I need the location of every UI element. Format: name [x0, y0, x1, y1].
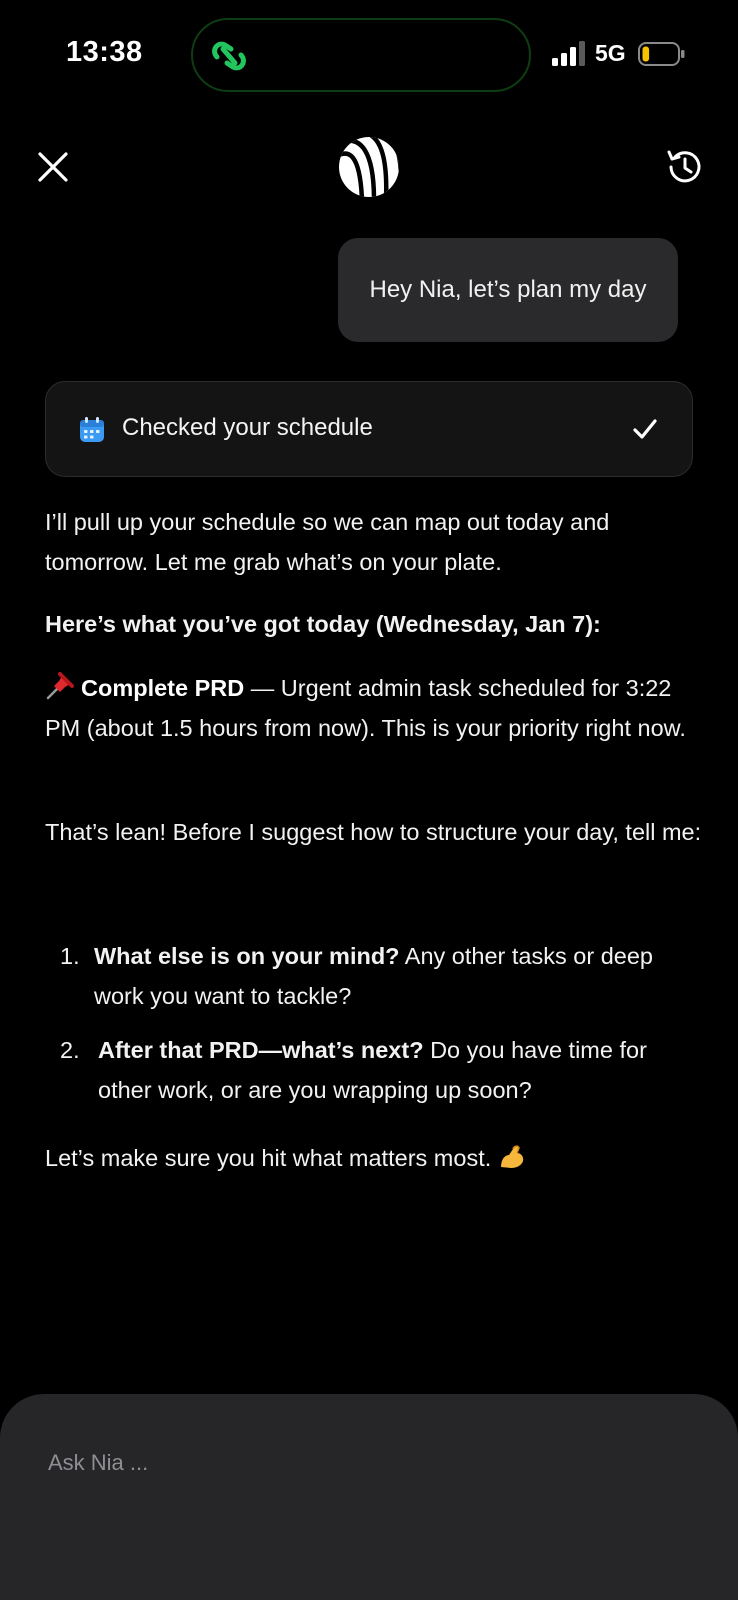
history-icon[interactable]	[664, 146, 706, 188]
ask-nia-input[interactable]	[46, 1442, 690, 1484]
list-item-bold: After that PRD—what’s next?	[98, 1037, 424, 1063]
list-item-text: Any other tasks or deep work you want to tackle?	[94, 943, 653, 1009]
user-message-bubble	[338, 238, 678, 342]
task-details: — Urgent admin task scheduled for 3:22 PM (about 1.5 hours from now). This is your priority right now.	[45, 675, 686, 741]
user-message-text: Hey Nia, let’s plan my day	[369, 276, 647, 303]
list-item-text: Do you have time for other work, or are you wrapping up soon?	[98, 1037, 647, 1103]
assistant-closing: Let’s make sure you hit what matters most.	[45, 1145, 492, 1171]
dynamic-island	[191, 18, 531, 92]
tool-status-label: Checked your schedule	[122, 414, 373, 441]
link-app-icon	[209, 37, 249, 75]
list-item-bold: What else is on your mind?	[94, 943, 400, 969]
input-panel	[0, 1394, 738, 1600]
calendar-icon	[78, 416, 106, 444]
list-item	[60, 1030, 700, 1110]
status-time: 13:38	[66, 36, 143, 68]
flexed-biceps-icon	[497, 1141, 527, 1171]
assistant-closing-paragraph	[45, 1138, 705, 1178]
signal-icon	[552, 41, 588, 66]
close-icon[interactable]	[34, 148, 72, 186]
list-item-number: 2.	[60, 1037, 80, 1063]
tool-status-card[interactable]	[45, 381, 693, 477]
list-item	[60, 936, 700, 1016]
list-item-number: 1.	[60, 943, 80, 969]
assistant-intro: I’ll pull up your schedule so we can map out today and tomorrow. Let me grab what’s on your plate.	[45, 509, 610, 575]
assistant-heading: Here’s what you’ve got today (Wednesday, Jan 7):	[45, 611, 601, 637]
battery-icon	[638, 42, 686, 66]
nia-logo-icon	[338, 136, 400, 198]
task-title: Complete PRD	[81, 675, 245, 701]
task-paragraph	[45, 668, 705, 748]
question-list	[60, 936, 700, 1124]
pushpin-icon	[45, 671, 75, 701]
assistant-followup: That’s lean! Before I suggest how to structure your day, tell me:	[45, 819, 702, 845]
network-type: 5G	[595, 40, 626, 66]
checkmark-icon	[631, 416, 659, 442]
